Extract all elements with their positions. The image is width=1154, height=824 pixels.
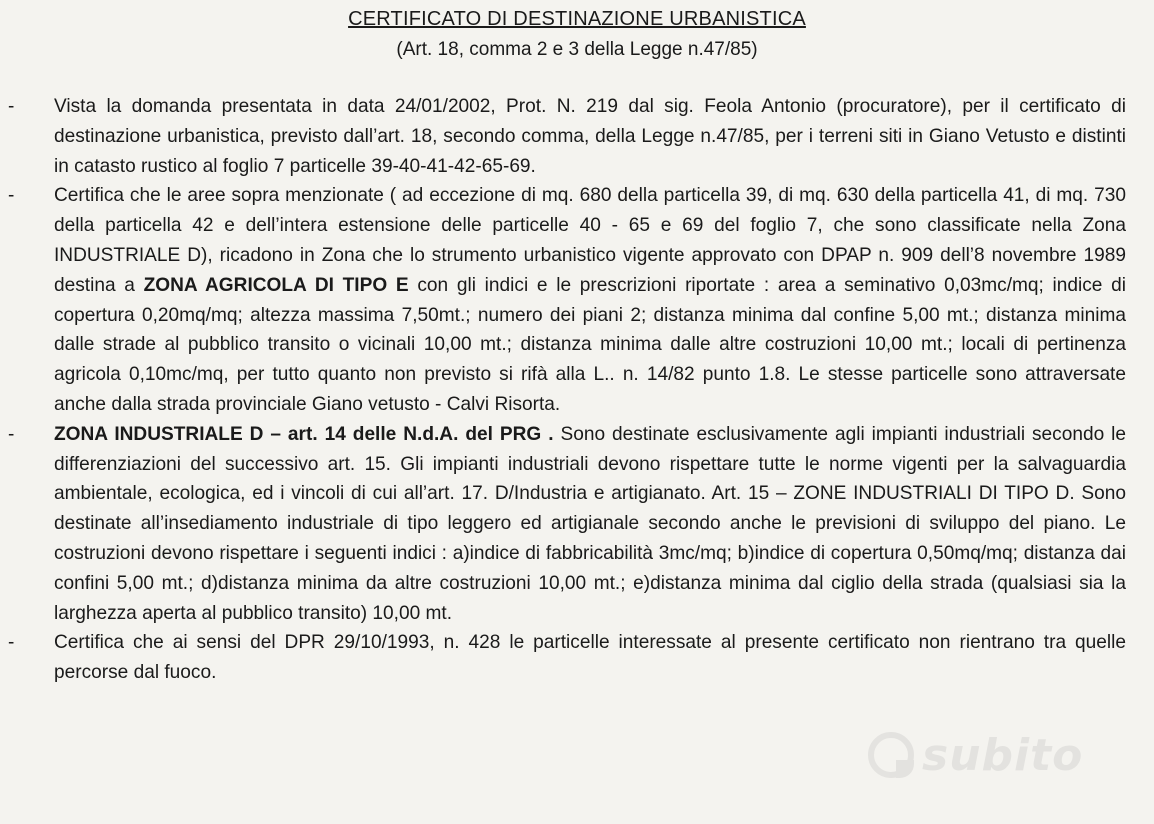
item-text-before: Certifica che le aree sopra menzionate ( ad eccezione di mq. 680 della particella 39, di mq. 630 della particella 41, di mq. 730 della particella 42 e dell’intera estensione delle particelle 40 - 65 e 69 del foglio 7, che sono classificate nella Zona INDUSTRIALE D), ricadono in Zona che lo strumento urbanistico vigente approvato con DPAP n. 909 dell’8 novembre 1989 destina a bbox=[54, 185, 1126, 296]
document-title: CERTIFICATO DI DESTINAZIONE URBANISTICA bbox=[348, 8, 806, 30]
list-item bbox=[0, 628, 1154, 688]
subito-logo-icon bbox=[868, 732, 914, 778]
item-text-after: con gli indici e le prescrizioni riportate : area a seminativo 0,03mc/mq; indice di copertura 0,20mq/mq; altezza massima 7,50mt.; numero dei piani 2; distanza minima dal confine 5,00 mt.; distanza minima dalle strade al pubblico transito o vicinali 10,00 mt.; distanza minima dalle altre costruzioni 10,00 mt.; locali di pertinenza agricola 0,10mc/mq, per tutto quanto non previsto si rifà alla L.. n. 14/82 punto 1.8. Le stesse particelle sono attraversate anche dalla strada provinciale Giano vetusto - Calvi Risorta. bbox=[54, 274, 1126, 415]
item-text bbox=[54, 181, 1126, 419]
bullet-dash: - bbox=[8, 96, 15, 117]
item-text bbox=[54, 420, 1126, 629]
watermark-brand: subito bbox=[922, 729, 1084, 781]
item-text bbox=[54, 92, 1126, 181]
list-item bbox=[0, 92, 1154, 181]
bullet-dash: - bbox=[8, 185, 15, 207]
document-subtitle: (Art. 18, comma 2 e 3 della Legge n.47/85) bbox=[396, 39, 758, 60]
item-text-after: Sono destinate esclusivamente agli impianti industriali secondo le differenziazioni del successivo art. 15. Gli impianti industriali devono rispettare tutte le norme vigenti per la salvaguardia ambientale, ecologica, ed i vincoli di cui all’art. 17. D/Industria e artigianato. Art. 15 – ZONE INDUSTRIALI DI TIPO D. Sono destinate all’insediamento industriale di tipo leggero ed artigianale secondo anche le previsioni di sviluppo del piano. Le costruzioni devono rispettare i seguenti indici : a)indice di fabbricabilità 3mc/mq; b)indice di copertura 0,50mq/mq; distanza dai confini 5,00 mt.; d)distanza minima da altre costruzioni 10,00 mt.; e)distanza minima dal ciglio della strada (qualsiasi sia la larghezza aperta al pubblico transito) 10,00 mt. bbox=[54, 423, 1127, 624]
list-item bbox=[0, 181, 1154, 419]
bullet-dash: - bbox=[8, 423, 15, 445]
item-text-body: Certifica che ai sensi del DPR 29/10/1993, n. 428 le particelle interessate al presente certificato non rientrano tra quelle percorse dal fuoco. bbox=[54, 632, 1126, 684]
bullet-dash: - bbox=[8, 632, 15, 654]
item-text-body: Vista la domanda presentata in data 24/01/2002, Prot. N. 219 dal sig. Feola Antonio (procuratore), per il certificato di destinazione urbanistica, previsto dall’art. 18, secondo comma, della Legge n.47/85, per i terreni siti in Giano Vetusto e distinti in catasto rustico al foglio 7 particelle 39-40-41-42-65-69. bbox=[54, 96, 1126, 177]
list-item bbox=[0, 420, 1154, 629]
subito-watermark bbox=[868, 726, 1098, 784]
item-text bbox=[54, 628, 1126, 688]
zone-industriale-label: ZONA INDUSTRIALE D – art. 14 delle N.d.A. del PRG . bbox=[54, 423, 554, 445]
certificate-list bbox=[0, 92, 1154, 688]
zone-agricola-label: ZONA AGRICOLA DI TIPO E bbox=[143, 274, 409, 296]
